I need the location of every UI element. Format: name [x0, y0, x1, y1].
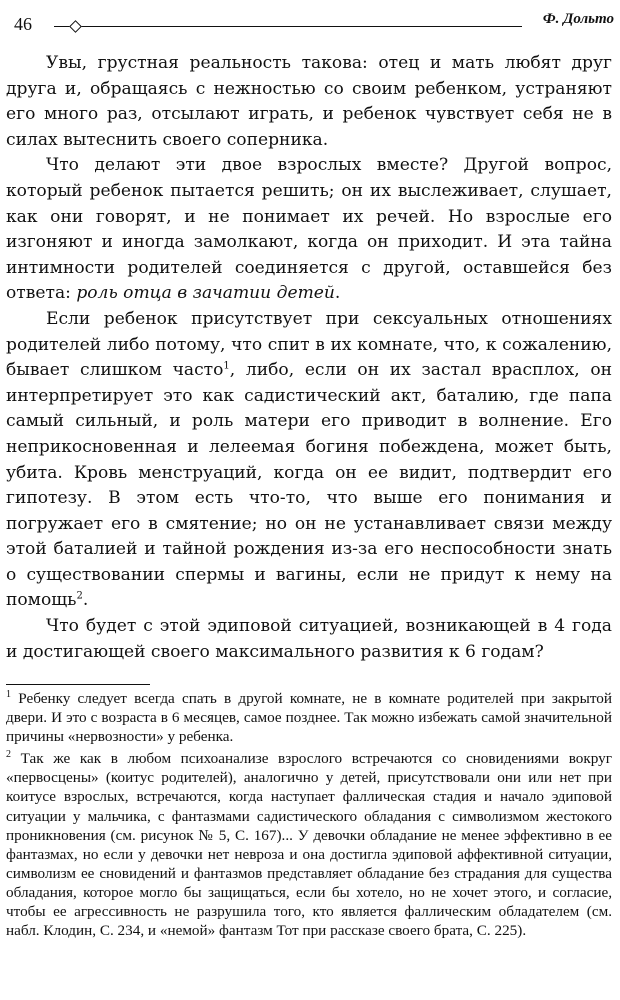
- paragraph-3-part-b: , либо, если он их застал врасплох, он интерпретирует это как садистический акт, баталию, где папа самый сильный, и роль матери его приводит в волнение. Его неприкосновенная и лелеемая богиня побеждена, может быть, убита. Кровь менструаций, когда он ее видит, подтвердит его гипотезу. В этом есть что-то, что выше его понимания и погружает его в смятение; но он не устанавливает связи между этой баталией и тайной рождения из-за его неспособности знать о существовании спермы и вагины, если не придут к нему на помощь: [6, 360, 613, 611]
- footnote-ref-2[interactable]: 2: [76, 590, 83, 602]
- paragraph-4: Что будет с этой эдиповой ситуацией, возникающей в 4 года и достигающей своего максимального развития к 6 годам?: [6, 616, 612, 662]
- paragraph-1: Увы, грустная реальность такова: отец и мать любят друг друга и, обращаясь с нежностью со своим ребенком, устраняют его много раз, отсылают играть, и ребенок чувствует себя не в силах вытеснить своего соперника.: [6, 53, 612, 150]
- paragraph-3: [6, 307, 612, 614]
- paragraph-2-end: .: [334, 283, 341, 304]
- footnote-1-text: Ребенку следует всегда спать в другой комнате, не в комнате родителей при закрытой двери. И это с возраста в 6 месяцев, самое позднее. Так можно избежать самой значительной причины «нервозности» у ребенка.: [6, 690, 612, 746]
- footnote-2-text: Так же как в любом психоанализе взрослого встречаются со сновидениями вокруг «первосцены» (коитус родителей), аналогично у детей, присутствовали они или нет при коитусе взрослых, встречаются, когда наступает фаллическая стадия и начало эдиповой ситуации у мальчика, с фантазмами садистического обладания с символизмом жестокого проникновения (см. рисунок № 5, С. 167)... У девочки обладание не менее эффективно в ее фантазмах, но если у девочки нет невроза и она достигла эдиповой аффективной ситуации, символизм ее сновидений и фантазмов представляет обладание без страдания для существа обладания, которое могло бы защищаться, если бы хотело, но не хочет этого, и согласие, чтобы ее агрессивность не разрушила того, кто является фаллическим обладателем (см. набл. Клодин, С. 234, и «немой» фантазм Тот при рассказе своего брата, С. 225).: [6, 750, 612, 940]
- footnote-1-marker: 1: [6, 688, 11, 700]
- paragraph-3-part-a: Если ребенок присутствует при сексуальных отношениях родителей либо потому, что спит в их комнате, что, к сожалению, бывает слишком часто: [6, 308, 612, 381]
- page-number: 46: [14, 14, 32, 34]
- paragraph-3-part-c: .: [82, 590, 89, 611]
- footnote-ref-1[interactable]: 1: [223, 360, 230, 372]
- footnote-separator: [6, 684, 150, 685]
- paragraph-2-italic: роль отца в зачатии детей: [76, 283, 335, 304]
- footnote-2-marker: 2: [6, 749, 11, 761]
- running-head-author: Ф. Дольто: [542, 11, 614, 27]
- paragraph-2-text: Что делают эти двое взрослых вместе? Другой вопрос, который ребенок пытается решить; он их выслеживает, слушает, как они говорят, и не понимает их речей. Но взрослые его изгоняют и иногда замолкают, когда он приходит. И эта тайна интимности родителей соединяется с другой, оставшейся без ответа:: [6, 155, 612, 304]
- footnotes: [6, 689, 612, 943]
- paragraph-2: [6, 153, 612, 307]
- page-header: [14, 6, 614, 36]
- footnote-2: [6, 749, 612, 940]
- diamond-ornament-icon: [69, 20, 82, 33]
- footnote-1: [6, 689, 612, 746]
- main-text: [6, 51, 612, 665]
- header-rule: [54, 26, 522, 27]
